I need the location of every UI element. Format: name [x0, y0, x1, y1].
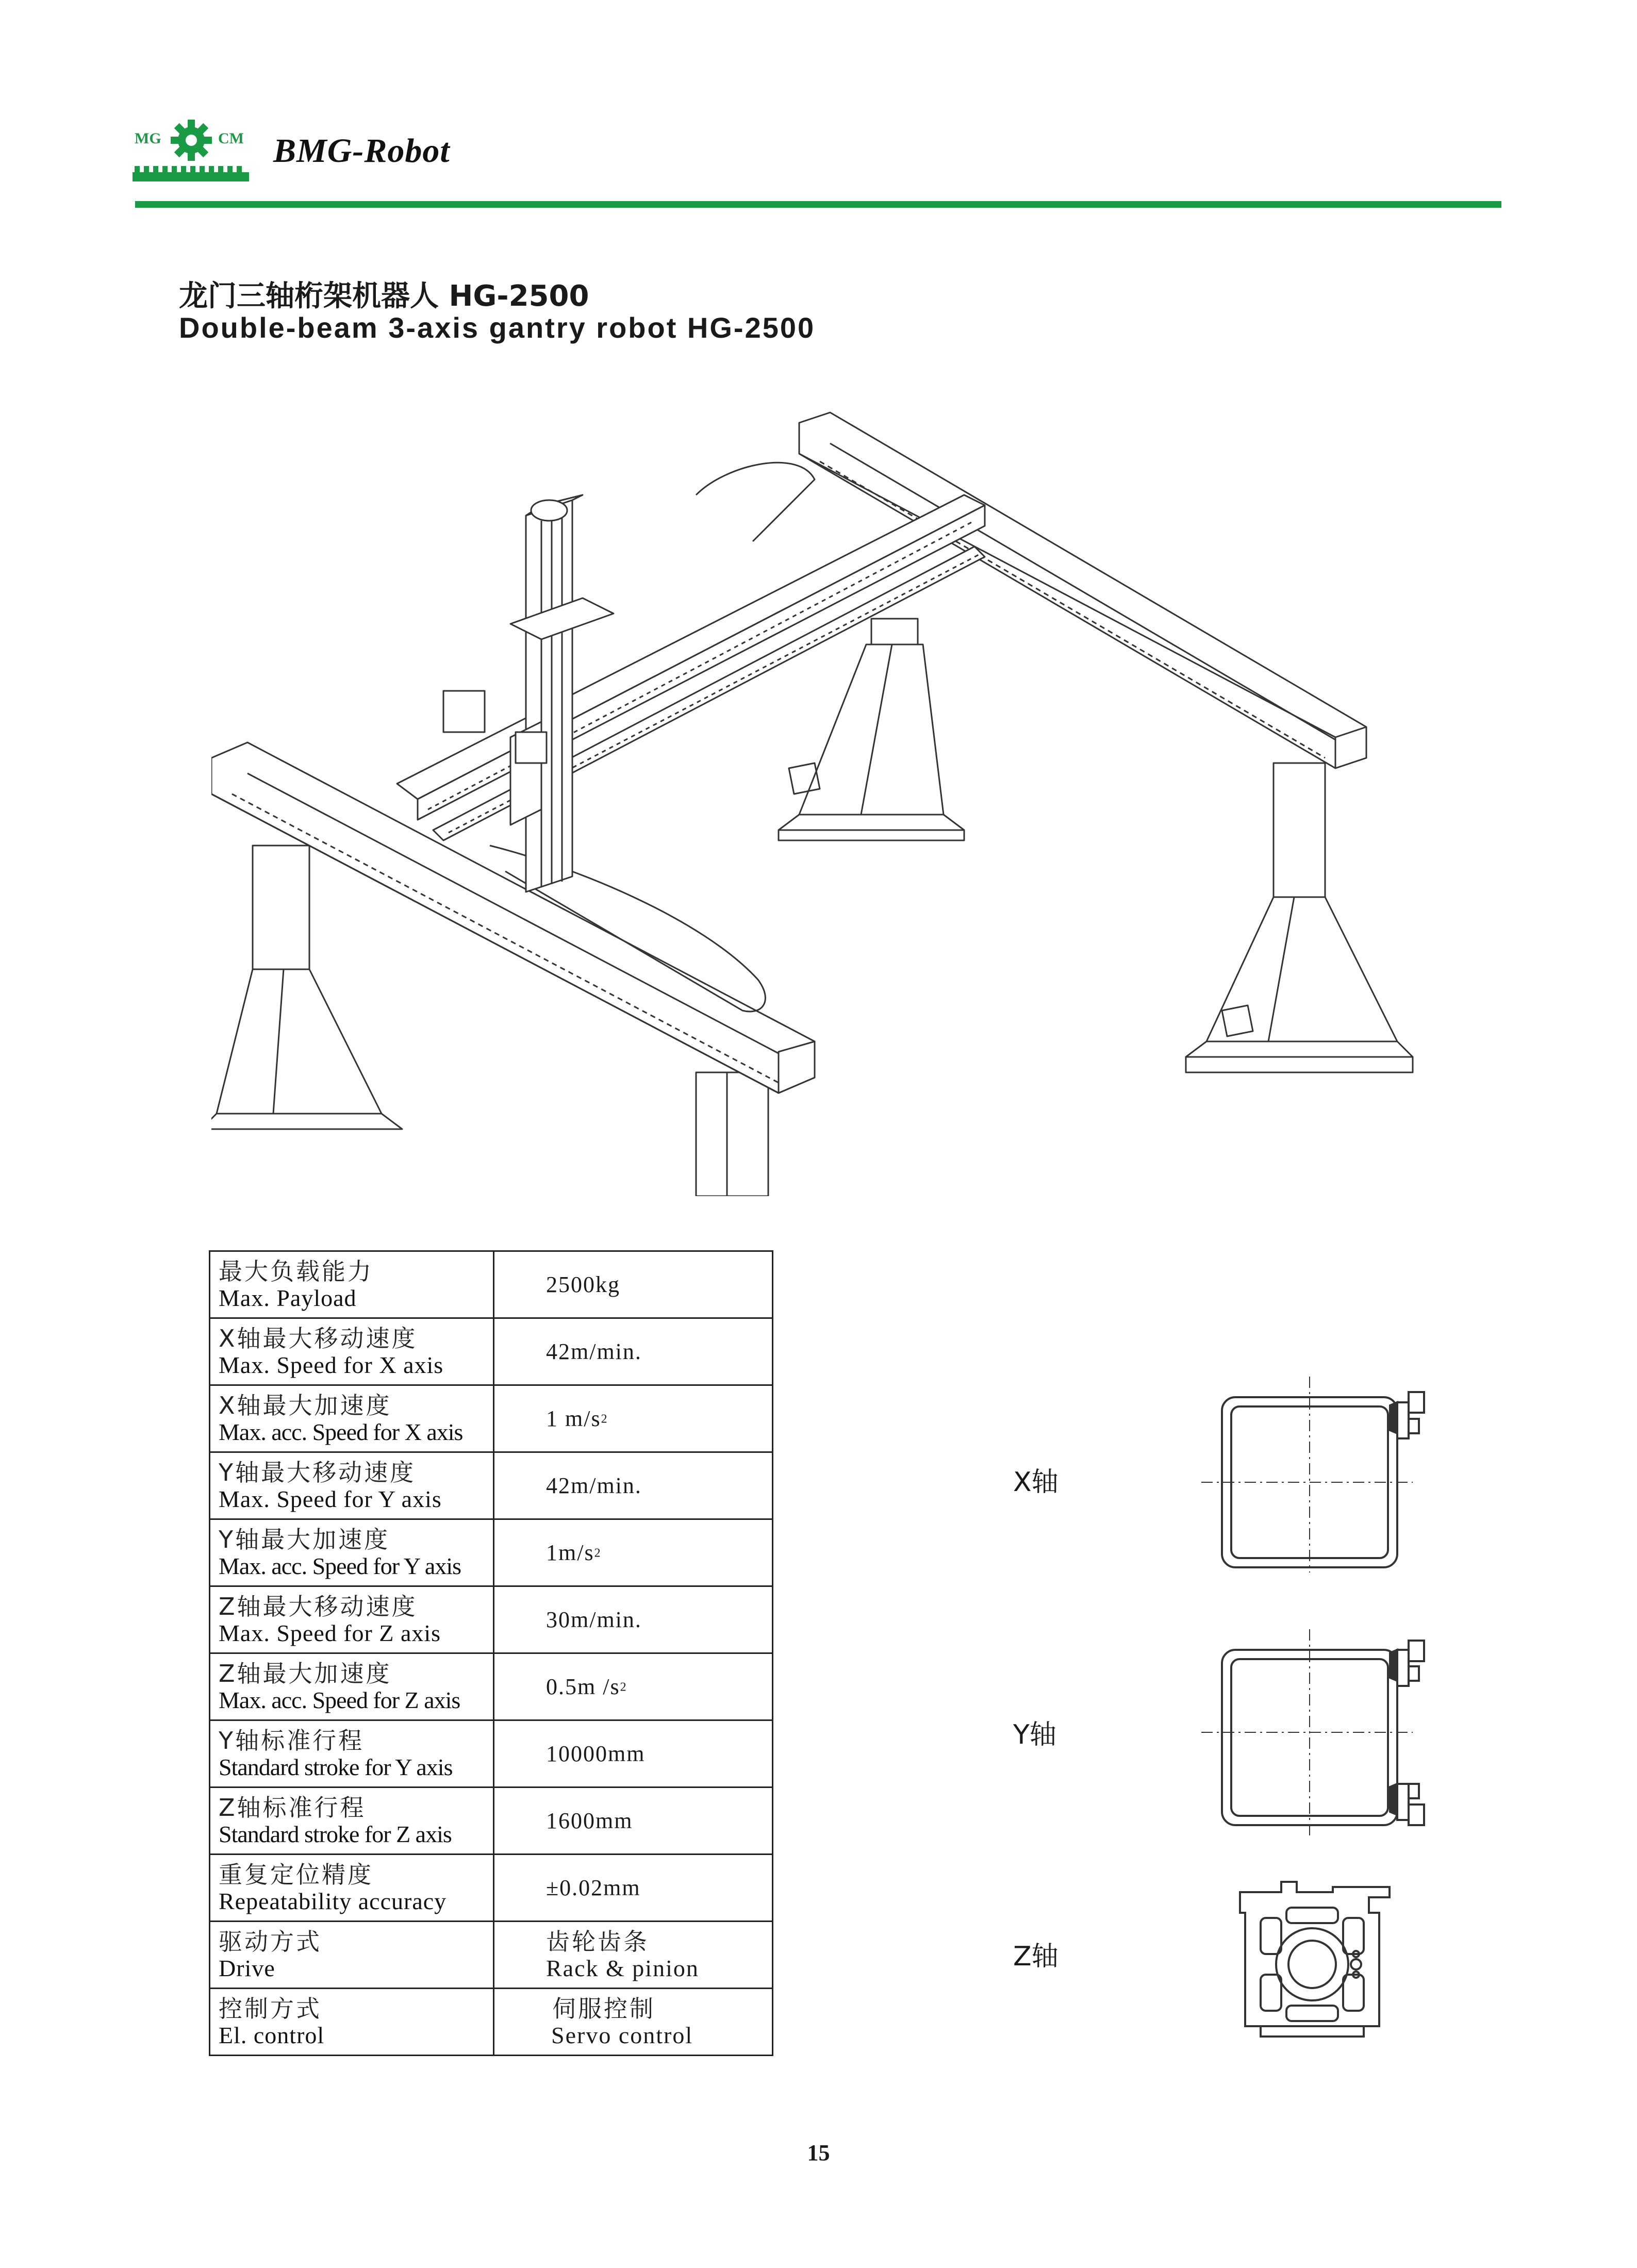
spec-label-en: Max. Speed for X axis	[219, 1351, 444, 1378]
spec-label-cn: Y轴标准行程	[219, 1726, 365, 1754]
spec-label-cn: Z轴最大移动速度	[219, 1592, 418, 1620]
pedestal-front	[696, 1072, 768, 1196]
spec-value-sup: 2	[594, 1546, 601, 1560]
x-axis-label: X轴	[1013, 1467, 1059, 1498]
page-title-en: Double-beam 3-axis gantry robot HG-2500	[179, 311, 816, 344]
page-number: 15	[807, 2140, 830, 2165]
table-row	[210, 1318, 773, 1385]
spec-label-en: Max. Payload	[219, 1284, 357, 1311]
spec-label-en: Standard stroke for Y axis	[219, 1753, 453, 1780]
header-rule	[135, 201, 1501, 208]
pedestal-left	[211, 846, 402, 1129]
table-row	[210, 1787, 773, 1855]
table-row	[210, 1452, 773, 1519]
spec-label-en: Max. acc. Speed for Y axis	[219, 1552, 461, 1579]
spec-value-sup: 2	[601, 1412, 607, 1426]
gear-icon	[171, 120, 212, 161]
spec-value: 0.5m /s	[546, 1674, 620, 1699]
pedestal-right	[1186, 763, 1413, 1072]
spec-label-en: Repeatability accuracy	[219, 1888, 447, 1914]
page-title-cn: 龙门三轴桁架机器人 HG-2500	[179, 279, 589, 313]
spec-value: 42m/min.	[546, 1473, 642, 1498]
spec-value: ±0.02mm	[546, 1875, 641, 1900]
spec-label-en: Drive	[219, 1955, 275, 1981]
spec-value: 10000mm	[546, 1741, 646, 1766]
logo-text-right: CM	[218, 130, 244, 147]
spec-label-cn: 最大负载能力	[219, 1257, 373, 1285]
logo-text-left: MG	[135, 130, 161, 147]
spec-label-cn: Z轴标准行程	[219, 1793, 366, 1822]
gantry-robot-drawing	[211, 402, 1438, 1196]
spec-label-en: Max. Speed for Z axis	[219, 1619, 441, 1646]
spec-label-cn: Y轴最大加速度	[219, 1525, 390, 1553]
pedestal-back	[779, 619, 964, 840]
rack-icon	[133, 166, 249, 181]
table-row	[210, 1922, 773, 1989]
spec-value: 30m/min.	[546, 1607, 642, 1632]
spec-table	[209, 1250, 773, 2056]
spec-value-en: Rack & pinion	[546, 1955, 699, 1981]
spec-value: 1m/s	[546, 1540, 594, 1565]
table-row	[210, 1720, 773, 1787]
spec-value-cn: 伺服控制	[552, 1994, 655, 2023]
spec-value: 2500kg	[546, 1272, 620, 1297]
spec-value: 42m/min.	[546, 1339, 642, 1364]
spec-value: 1600mm	[546, 1808, 633, 1833]
table-row	[210, 1653, 773, 1720]
table-row	[210, 1385, 773, 1452]
spec-label-cn: Y轴最大移动速度	[219, 1458, 416, 1486]
spec-label-cn: X轴最大移动速度	[219, 1324, 418, 1352]
spec-label-en: Max. acc. Speed for Z axis	[219, 1686, 460, 1713]
spec-label-en: Max. Speed for Y axis	[219, 1485, 442, 1512]
spec-label-cn: Z轴最大加速度	[219, 1659, 392, 1687]
table-row	[210, 1251, 773, 1318]
table-row	[210, 1855, 773, 1922]
spec-label-en: El. control	[219, 2022, 325, 2048]
spec-value-en: Servo control	[551, 2022, 693, 2048]
z-axis-profile	[1230, 1872, 1405, 2042]
brand-name: BMG-Robot	[273, 132, 450, 170]
spec-value-sup: 2	[620, 1680, 626, 1694]
y-axis-label: Y轴	[1013, 1719, 1056, 1750]
spec-label-cn: 控制方式	[219, 1994, 322, 2023]
spec-label-cn: 重复定位精度	[219, 1860, 373, 1889]
company-logo	[131, 119, 250, 186]
spec-value: 1 m/s	[546, 1406, 601, 1431]
table-row	[210, 1519, 773, 1586]
table-row	[210, 1989, 773, 2056]
spec-label-cn: X轴最大加速度	[219, 1391, 392, 1419]
x-axis-profile	[1201, 1377, 1428, 1572]
spec-value-cn: 齿轮齿条	[546, 1927, 649, 1956]
y-axis-profile	[1201, 1629, 1428, 1835]
spec-label-en: Max. acc. Speed for X axis	[219, 1418, 463, 1445]
table-row	[210, 1586, 773, 1653]
spec-label-en: Standard stroke for Z axis	[219, 1820, 452, 1847]
z-axis-label: Z轴	[1013, 1941, 1059, 1972]
spec-label-cn: 驱动方式	[219, 1927, 322, 1956]
